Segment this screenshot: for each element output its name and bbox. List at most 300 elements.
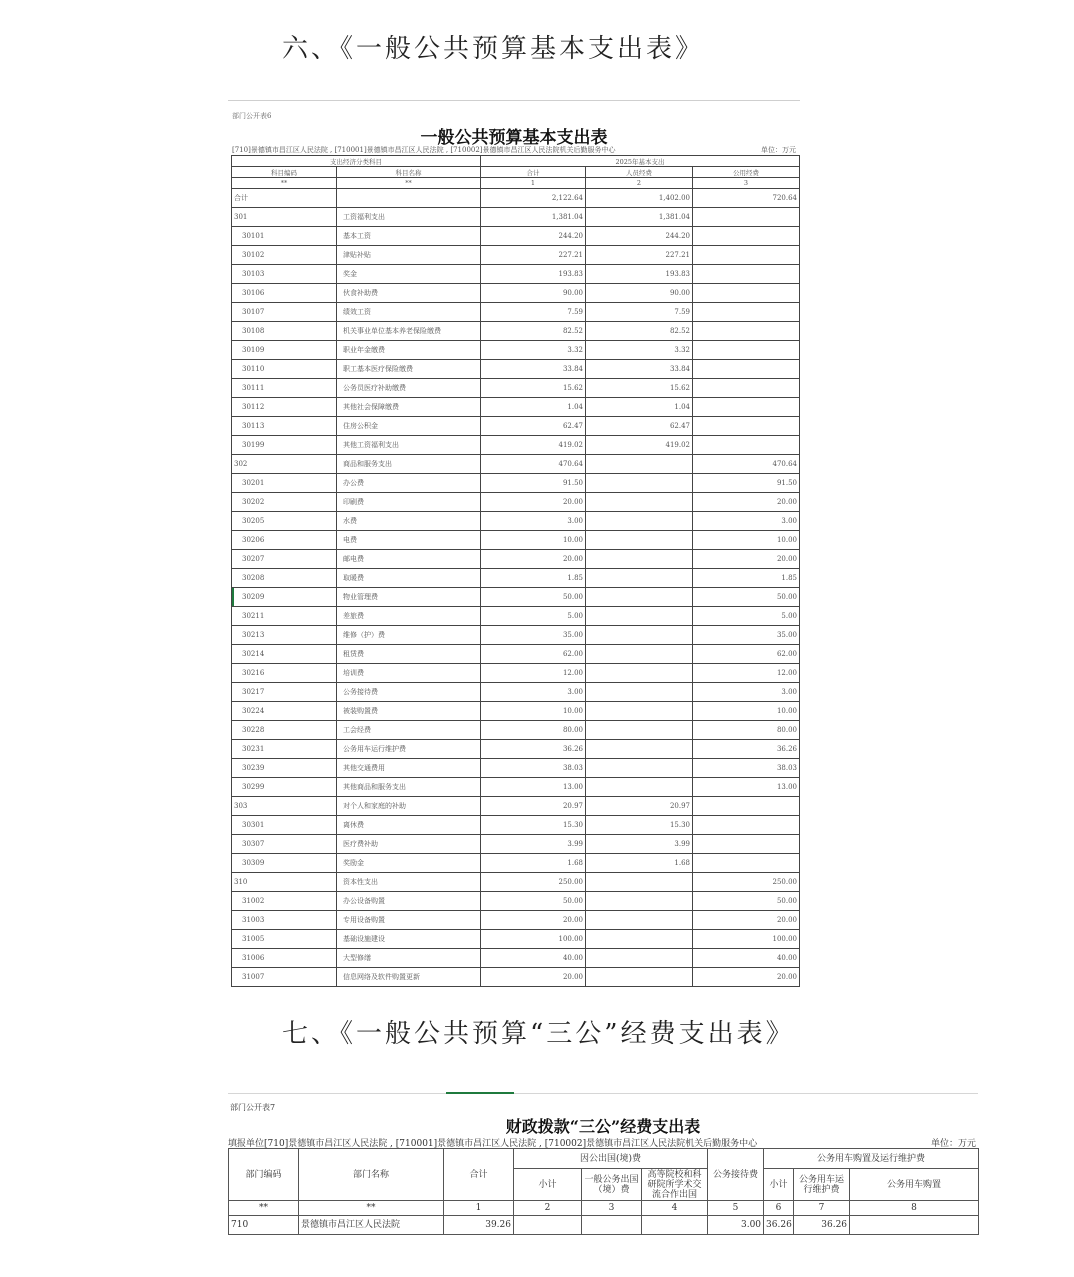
code-cell: 301 xyxy=(232,208,337,227)
total-cell: 7.59 xyxy=(481,303,586,322)
total-cell: 91.50 xyxy=(481,474,586,493)
name-cell: 水费 xyxy=(337,512,481,531)
code-cell: 30199 xyxy=(232,436,337,455)
index-cell: 1 xyxy=(481,178,586,189)
personnel-cell xyxy=(586,759,693,778)
name-cell: 公务员医疗补助缴费 xyxy=(337,379,481,398)
public-cell: 62.00 xyxy=(693,645,800,664)
personnel-cell: 62.47 xyxy=(586,417,693,436)
table-row xyxy=(232,930,800,949)
name-cell: 离休费 xyxy=(337,816,481,835)
active-sheet-marker xyxy=(446,1092,514,1094)
personnel-cell xyxy=(586,873,693,892)
vehicle-subtotal-cell: 36.26 xyxy=(764,1216,794,1235)
personnel-cell xyxy=(586,664,693,683)
table-row xyxy=(232,398,800,417)
code-cell: 30211 xyxy=(232,607,337,626)
public-cell xyxy=(693,417,800,436)
public-cell: 470.64 xyxy=(693,455,800,474)
name-cell: 其他商品和服务支出 xyxy=(337,778,481,797)
name-cell xyxy=(337,189,481,208)
name-cell: 基本工资 xyxy=(337,227,481,246)
total-cell: 419.02 xyxy=(481,436,586,455)
total-cell: 3.99 xyxy=(481,835,586,854)
code-cell: 30239 xyxy=(232,759,337,778)
name-cell: 机关事业单位基本养老保险缴费 xyxy=(337,322,481,341)
section-6-heading: 六、《一般公共预算基本支出表》 xyxy=(282,34,705,64)
name-cell: 伙食补助费 xyxy=(337,284,481,303)
public-cell xyxy=(693,436,800,455)
total-cell: 20.00 xyxy=(481,493,586,512)
personnel-cell: 419.02 xyxy=(586,436,693,455)
table-row xyxy=(232,588,800,607)
header-name: 科目名称 xyxy=(337,167,481,178)
sheet-title: 财政拨款“三公”经费支出表 xyxy=(505,1117,701,1136)
public-cell: 1.85 xyxy=(693,569,800,588)
name-cell: 资本性支出 xyxy=(337,873,481,892)
table-row xyxy=(232,797,800,816)
total-cell: 80.00 xyxy=(481,721,586,740)
public-cell xyxy=(693,398,800,417)
code-cell: 30108 xyxy=(232,322,337,341)
total-cell: 227.21 xyxy=(481,246,586,265)
code-cell: 310 xyxy=(232,873,337,892)
total-cell: 10.00 xyxy=(481,702,586,721)
table-row xyxy=(232,892,800,911)
total-cell: 36.26 xyxy=(481,740,586,759)
public-cell: 80.00 xyxy=(693,721,800,740)
name-cell: 奖金 xyxy=(337,265,481,284)
name-cell: 其他社会保障缴费 xyxy=(337,398,481,417)
name-cell: 奖励金 xyxy=(337,854,481,873)
total-cell: 20.00 xyxy=(481,968,586,987)
table-row xyxy=(232,702,800,721)
vehicle-maintenance-cell: 36.26 xyxy=(794,1216,850,1235)
name-cell: 租赁费 xyxy=(337,645,481,664)
public-cell: 20.00 xyxy=(693,911,800,930)
table-row xyxy=(232,189,800,208)
public-cell xyxy=(693,322,800,341)
name-cell: 办公设备购置 xyxy=(337,892,481,911)
table-row xyxy=(232,303,800,322)
three-public-expenses-sheet xyxy=(228,1093,978,1246)
personnel-cell xyxy=(586,626,693,645)
code-cell: 30309 xyxy=(232,854,337,873)
total-cell: 1,381.04 xyxy=(481,208,586,227)
personnel-cell xyxy=(586,683,693,702)
code-cell: 30102 xyxy=(232,246,337,265)
table-row xyxy=(232,550,800,569)
table-row xyxy=(232,341,800,360)
total-cell: 3.32 xyxy=(481,341,586,360)
code-cell: 31002 xyxy=(232,892,337,911)
name-cell: 办公费 xyxy=(337,474,481,493)
public-cell xyxy=(693,360,800,379)
code-cell: 30299 xyxy=(232,778,337,797)
code-cell: 30217 xyxy=(232,683,337,702)
name-cell: 差旅费 xyxy=(337,607,481,626)
name-cell: 其他交通费用 xyxy=(337,759,481,778)
total-cell: 12.00 xyxy=(481,664,586,683)
code-cell: 31006 xyxy=(232,949,337,968)
code-cell: 30113 xyxy=(232,417,337,436)
total-cell: 1.68 xyxy=(481,854,586,873)
table-row xyxy=(232,626,800,645)
public-cell xyxy=(693,341,800,360)
total-cell: 90.00 xyxy=(481,284,586,303)
personnel-cell xyxy=(586,474,693,493)
header-vehicle-maintenance: 公务用车运行维护费 xyxy=(794,1169,850,1201)
table-row xyxy=(232,512,800,531)
personnel-cell xyxy=(586,550,693,569)
personnel-cell: 244.20 xyxy=(586,227,693,246)
code-cell: 303 xyxy=(232,797,337,816)
total-cell: 100.00 xyxy=(481,930,586,949)
total-cell: 20.97 xyxy=(481,797,586,816)
name-cell: 商品和服务支出 xyxy=(337,455,481,474)
header-total: 合计 xyxy=(481,167,586,178)
personnel-cell xyxy=(586,702,693,721)
public-cell: 35.00 xyxy=(693,626,800,645)
name-cell: 邮电费 xyxy=(337,550,481,569)
total-cell: 2,122.64 xyxy=(481,189,586,208)
public-cell xyxy=(693,246,800,265)
header-total: 合计 xyxy=(444,1149,514,1201)
name-cell: 工资福利支出 xyxy=(337,208,481,227)
name-cell: 职业年金缴费 xyxy=(337,341,481,360)
public-cell: 5.00 xyxy=(693,607,800,626)
index-cell: 3 xyxy=(693,178,800,189)
code-cell: 30307 xyxy=(232,835,337,854)
personnel-cell xyxy=(586,930,693,949)
table-row xyxy=(232,265,800,284)
total-cell: 35.00 xyxy=(481,626,586,645)
personnel-cell xyxy=(586,949,693,968)
index-cell: 3 xyxy=(582,1201,642,1216)
total-cell: 10.00 xyxy=(481,531,586,550)
code-cell: 30202 xyxy=(232,493,337,512)
public-cell: 3.00 xyxy=(693,512,800,531)
code-cell: 30109 xyxy=(232,341,337,360)
header-dept-name: 部门名称 xyxy=(299,1149,444,1201)
code-cell: 30214 xyxy=(232,645,337,664)
table-row xyxy=(232,227,800,246)
table-row xyxy=(232,322,800,341)
total-cell: 3.00 xyxy=(481,683,586,702)
personnel-cell: 20.97 xyxy=(586,797,693,816)
header-group-classification: 支出经济分类科目 xyxy=(232,156,481,167)
name-cell: 津贴补贴 xyxy=(337,246,481,265)
sheet-unit: 单位：万元 xyxy=(930,1139,976,1149)
personnel-cell: 3.32 xyxy=(586,341,693,360)
public-cell xyxy=(693,284,800,303)
table-row xyxy=(232,816,800,835)
index-cell: ** xyxy=(337,178,481,189)
table-row xyxy=(232,436,800,455)
total-cell: 15.62 xyxy=(481,379,586,398)
header-group-year: 2025年基本支出 xyxy=(481,156,800,167)
name-cell: 取暖费 xyxy=(337,569,481,588)
table-row xyxy=(232,569,800,588)
name-cell: 基础设施建设 xyxy=(337,930,481,949)
code-cell: 30112 xyxy=(232,398,337,417)
total-cell: 13.00 xyxy=(481,778,586,797)
vehicle-purchase-cell xyxy=(850,1216,979,1235)
table-row xyxy=(232,455,800,474)
sheet-tag: 部门公开表6 xyxy=(232,112,272,120)
personnel-cell xyxy=(586,892,693,911)
header-abroad-general: 一般公务出国（境）费 xyxy=(582,1169,642,1201)
header-personnel: 人员经费 xyxy=(586,167,693,178)
public-cell: 13.00 xyxy=(693,778,800,797)
personnel-cell: 15.62 xyxy=(586,379,693,398)
code-cell: 30106 xyxy=(232,284,337,303)
code-cell: 30224 xyxy=(232,702,337,721)
name-cell: 维修（护）费 xyxy=(337,626,481,645)
name-cell: 印刷费 xyxy=(337,493,481,512)
table-row xyxy=(232,873,800,892)
abroad-academic-cell xyxy=(642,1216,708,1235)
three-public-expenses-table xyxy=(228,1148,979,1235)
index-cell: 2 xyxy=(586,178,693,189)
total-cell: 82.52 xyxy=(481,322,586,341)
personnel-cell: 1.04 xyxy=(586,398,693,417)
table-row xyxy=(232,911,800,930)
personnel-cell: 7.59 xyxy=(586,303,693,322)
total-cell: 470.64 xyxy=(481,455,586,474)
abroad-general-cell xyxy=(582,1216,642,1235)
total-cell: 1.85 xyxy=(481,569,586,588)
name-cell: 绩效工资 xyxy=(337,303,481,322)
total-cell: 250.00 xyxy=(481,873,586,892)
name-cell: 住房公积金 xyxy=(337,417,481,436)
code-cell: 合计 xyxy=(232,189,337,208)
total-cell: 5.00 xyxy=(481,607,586,626)
name-cell: 电费 xyxy=(337,531,481,550)
code-cell: 30111 xyxy=(232,379,337,398)
header-vehicle-subtotal: 小计 xyxy=(764,1169,794,1201)
sheet-unit-line: [710]景德镇市昌江区人民法院 , [710001]景德镇市昌江区人民法院 , [710002]景德镇市昌江区人民法院机关后勤服务中心 xyxy=(232,146,616,154)
name-cell: 培训费 xyxy=(337,664,481,683)
code-cell: 31005 xyxy=(232,930,337,949)
name-cell: 信息网络及软件购置更新 xyxy=(337,968,481,987)
table-row xyxy=(232,474,800,493)
header-abroad-subtotal: 小计 xyxy=(514,1169,582,1201)
public-cell: 20.00 xyxy=(693,968,800,987)
public-cell: 38.03 xyxy=(693,759,800,778)
total-cell: 39.26 xyxy=(444,1216,514,1235)
dept-name-cell: 景德镇市昌江区人民法院 xyxy=(299,1216,444,1235)
public-cell: 50.00 xyxy=(693,588,800,607)
table-row xyxy=(232,360,800,379)
table-row xyxy=(232,835,800,854)
public-cell: 20.00 xyxy=(693,550,800,569)
sheet-title: 一般公共预算基本支出表 xyxy=(420,128,608,148)
code-cell: 30101 xyxy=(232,227,337,246)
code-cell: 30231 xyxy=(232,740,337,759)
personnel-cell xyxy=(586,740,693,759)
total-cell: 20.00 xyxy=(481,550,586,569)
total-cell: 40.00 xyxy=(481,949,586,968)
public-cell: 36.26 xyxy=(693,740,800,759)
code-cell: 31007 xyxy=(232,968,337,987)
code-cell: 30201 xyxy=(232,474,337,493)
table-row xyxy=(232,759,800,778)
header-vehicle-purchase: 公务用车购置 xyxy=(850,1169,979,1201)
public-cell: 720.64 xyxy=(693,189,800,208)
index-cell: 2 xyxy=(514,1201,582,1216)
code-cell: 302 xyxy=(232,455,337,474)
header-vehicle: 公务用车购置及运行维护费 xyxy=(764,1149,979,1169)
personnel-cell xyxy=(586,721,693,740)
table-row xyxy=(232,740,800,759)
index-cell: ** xyxy=(232,178,337,189)
header-abroad-academic: 高等院校和科研院所学术交流合作出国 xyxy=(642,1169,708,1201)
index-cell: ** xyxy=(229,1201,299,1216)
personnel-cell: 1,381.04 xyxy=(586,208,693,227)
name-cell: 工会经费 xyxy=(337,721,481,740)
name-cell: 物业管理费 xyxy=(337,588,481,607)
name-cell: 公务接待费 xyxy=(337,683,481,702)
table-row xyxy=(232,493,800,512)
name-cell: 其他工资福利支出 xyxy=(337,436,481,455)
table-row xyxy=(232,854,800,873)
personnel-cell xyxy=(586,588,693,607)
personnel-cell: 90.00 xyxy=(586,284,693,303)
table-row xyxy=(232,417,800,436)
code-cell: 31003 xyxy=(232,911,337,930)
code-cell: 30207 xyxy=(232,550,337,569)
code-cell: 30209 xyxy=(232,588,337,607)
unit-line-text: 填报单位[710]景德镇市昌江区人民法院 , [710001]景德镇市昌江区人民法院 , [710002]景德镇市昌江区人民法院机关后勤服务中心 xyxy=(228,1139,758,1149)
public-cell: 20.00 xyxy=(693,493,800,512)
code-cell: 30301 xyxy=(232,816,337,835)
personnel-cell: 15.30 xyxy=(586,816,693,835)
public-cell xyxy=(693,797,800,816)
table-row xyxy=(232,246,800,265)
public-cell xyxy=(693,265,800,284)
total-cell: 1.04 xyxy=(481,398,586,417)
code-cell: 30228 xyxy=(232,721,337,740)
section-7-heading: 七、《一般公共预算“三公”经费支出表》 xyxy=(282,1019,795,1049)
personnel-cell: 227.21 xyxy=(586,246,693,265)
header-reception: 公务接待费 xyxy=(708,1149,764,1201)
table-row xyxy=(232,664,800,683)
public-cell: 40.00 xyxy=(693,949,800,968)
index-cell: ** xyxy=(299,1201,444,1216)
public-cell: 10.00 xyxy=(693,702,800,721)
personnel-cell: 193.83 xyxy=(586,265,693,284)
code-cell: 30110 xyxy=(232,360,337,379)
code-cell: 30216 xyxy=(232,664,337,683)
personnel-cell xyxy=(586,911,693,930)
public-cell: 3.00 xyxy=(693,683,800,702)
personnel-cell xyxy=(586,968,693,987)
table-row xyxy=(232,607,800,626)
basic-expenditure-table xyxy=(231,155,800,987)
personnel-cell xyxy=(586,531,693,550)
dept-code-cell: 710 xyxy=(229,1216,299,1235)
reception-cell: 3.00 xyxy=(708,1216,764,1235)
public-cell: 100.00 xyxy=(693,930,800,949)
public-cell xyxy=(693,227,800,246)
personnel-cell: 33.84 xyxy=(586,360,693,379)
total-cell: 20.00 xyxy=(481,911,586,930)
personnel-cell xyxy=(586,512,693,531)
total-cell: 38.03 xyxy=(481,759,586,778)
public-cell: 250.00 xyxy=(693,873,800,892)
code-cell: 30213 xyxy=(232,626,337,645)
total-cell: 33.84 xyxy=(481,360,586,379)
code-cell: 30107 xyxy=(232,303,337,322)
total-cell: 50.00 xyxy=(481,892,586,911)
public-cell xyxy=(693,303,800,322)
table-row xyxy=(232,645,800,664)
index-cell: 8 xyxy=(850,1201,979,1216)
public-cell: 10.00 xyxy=(693,531,800,550)
total-cell: 3.00 xyxy=(481,512,586,531)
total-cell: 193.83 xyxy=(481,265,586,284)
header-dept-code: 部门编码 xyxy=(229,1149,299,1201)
personnel-cell: 82.52 xyxy=(586,322,693,341)
index-cell: 6 xyxy=(764,1201,794,1216)
table-row xyxy=(232,683,800,702)
index-cell: 4 xyxy=(642,1201,708,1216)
personnel-cell: 1,402.00 xyxy=(586,189,693,208)
personnel-cell: 3.99 xyxy=(586,835,693,854)
total-cell: 62.00 xyxy=(481,645,586,664)
personnel-cell xyxy=(586,569,693,588)
personnel-cell xyxy=(586,455,693,474)
index-cell: 7 xyxy=(794,1201,850,1216)
public-cell: 50.00 xyxy=(693,892,800,911)
public-cell xyxy=(693,816,800,835)
table-row xyxy=(232,949,800,968)
public-cell xyxy=(693,379,800,398)
table-row xyxy=(232,968,800,987)
name-cell: 对个人和家庭的补助 xyxy=(337,797,481,816)
total-cell: 62.47 xyxy=(481,417,586,436)
total-cell: 15.30 xyxy=(481,816,586,835)
code-cell: 30205 xyxy=(232,512,337,531)
public-cell xyxy=(693,208,800,227)
total-cell: 244.20 xyxy=(481,227,586,246)
table-row xyxy=(232,379,800,398)
name-cell: 公务用车运行维护费 xyxy=(337,740,481,759)
index-cell: 1 xyxy=(444,1201,514,1216)
header-abroad: 因公出国(境)费 xyxy=(514,1149,708,1169)
table-row xyxy=(232,778,800,797)
code-cell: 30103 xyxy=(232,265,337,284)
table-row xyxy=(229,1216,979,1235)
table-row xyxy=(232,208,800,227)
name-cell: 大型修缮 xyxy=(337,949,481,968)
name-cell: 专用设备购置 xyxy=(337,911,481,930)
table-row xyxy=(232,721,800,740)
personnel-cell xyxy=(586,778,693,797)
public-cell xyxy=(693,835,800,854)
personnel-cell xyxy=(586,607,693,626)
public-cell xyxy=(693,854,800,873)
personnel-cell xyxy=(586,493,693,512)
name-cell: 医疗费补助 xyxy=(337,835,481,854)
public-cell: 12.00 xyxy=(693,664,800,683)
name-cell: 职工基本医疗保险缴费 xyxy=(337,360,481,379)
basic-expenditure-sheet xyxy=(228,100,800,997)
table-row xyxy=(232,531,800,550)
table-row xyxy=(232,284,800,303)
header-public: 公用经费 xyxy=(693,167,800,178)
